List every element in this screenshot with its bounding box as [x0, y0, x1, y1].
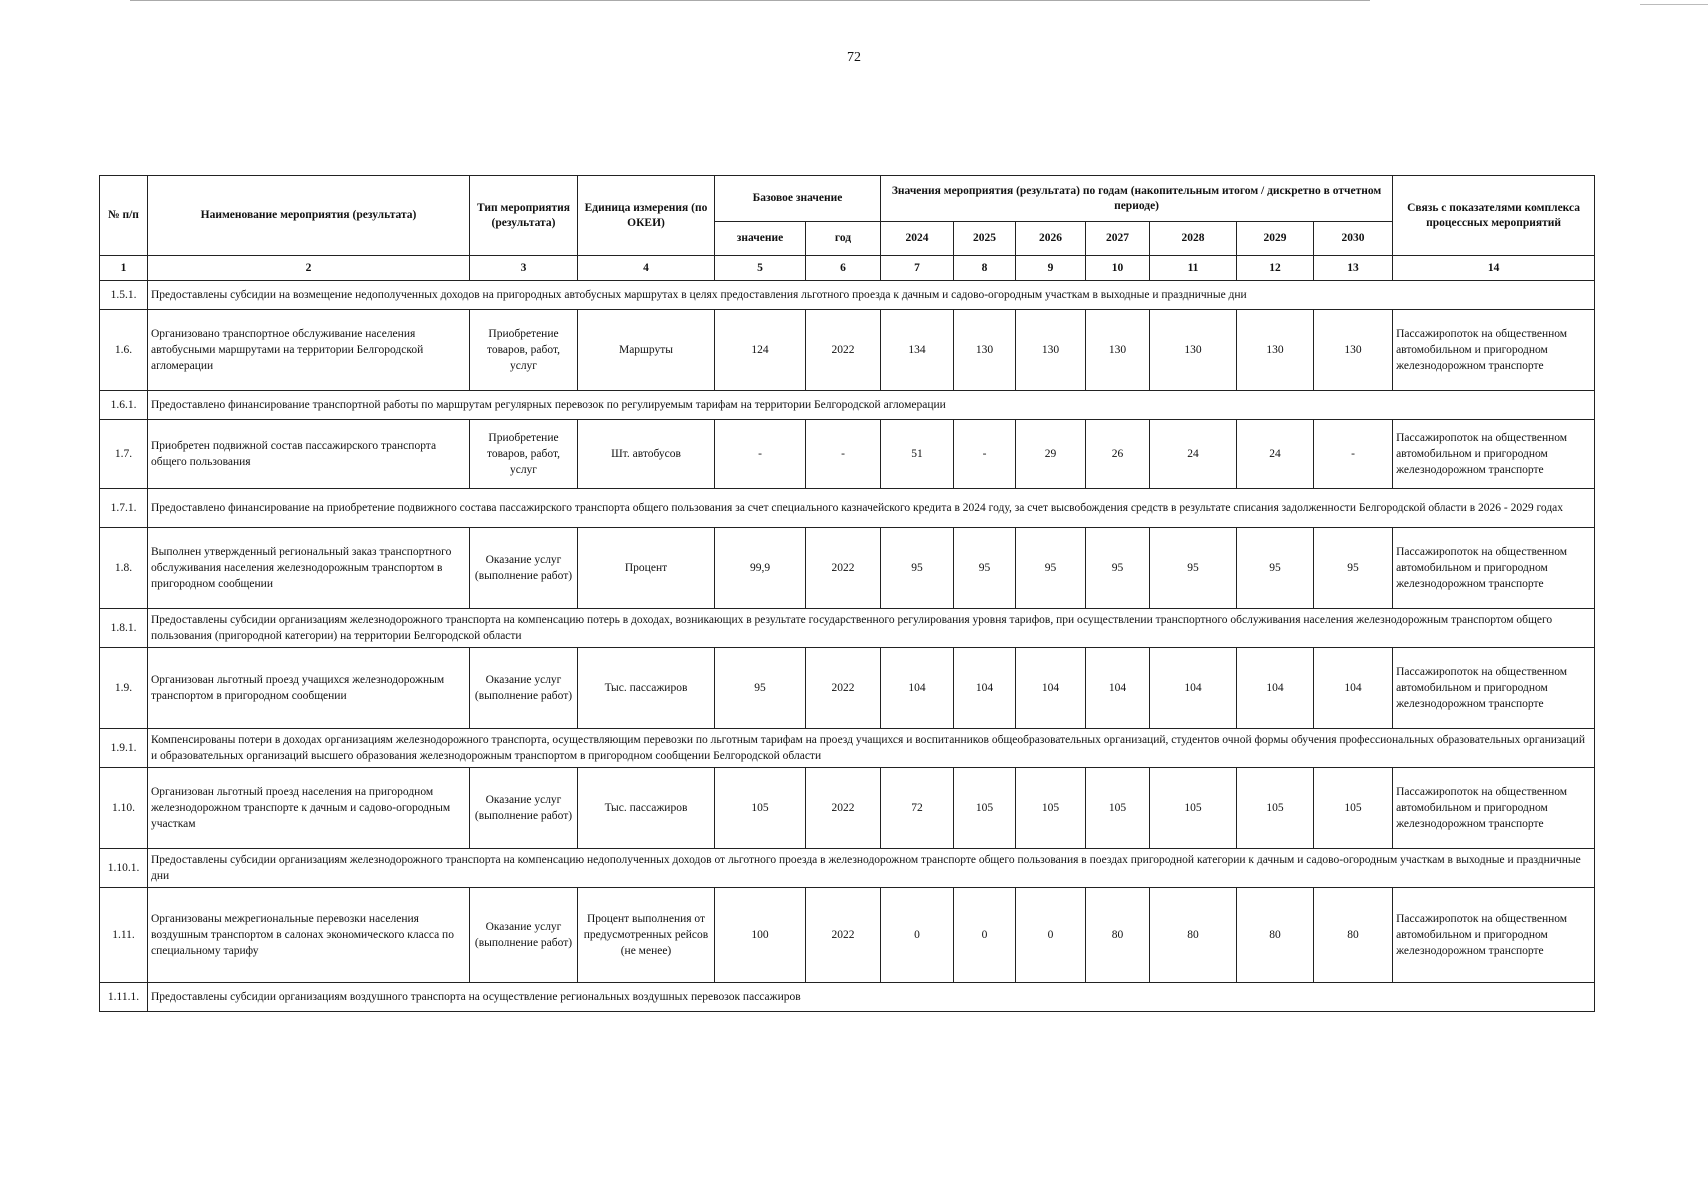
year-value: 105 — [1086, 768, 1150, 849]
measure-name: Организован льготный проезд учащихся железнодорожным транспортом в пригородном сообщении — [148, 648, 470, 729]
column-index: 1 — [100, 256, 148, 281]
header-name: Наименование мероприятия (результата) — [148, 176, 470, 256]
header-year: 2026 — [1016, 222, 1086, 256]
link-indicator: Пассажиропоток на общественном автомобильном и пригородном железнодорожном транспорте — [1393, 648, 1595, 729]
year-value: 104 — [1237, 648, 1314, 729]
row-number: 1.8.1. — [100, 609, 148, 648]
year-value: 104 — [1150, 648, 1237, 729]
measure-name: Организовано транспортное обслуживание населения автобусными маршрутами на территории Белгородской агломерации — [148, 310, 470, 391]
submeasure-row — [100, 391, 1595, 420]
base-value: 99,9 — [715, 528, 806, 609]
link-indicator: Пассажиропоток на общественном автомобильном и пригородном железнодорожном транспорте — [1393, 768, 1595, 849]
year-value: 105 — [1237, 768, 1314, 849]
year-value: 105 — [1150, 768, 1237, 849]
column-index: 12 — [1237, 256, 1314, 281]
year-value: 95 — [1016, 528, 1086, 609]
row-number: 1.8. — [100, 528, 148, 609]
year-value: 95 — [1237, 528, 1314, 609]
top-border-line-right — [1640, 4, 1708, 5]
row-number: 1.11.1. — [100, 983, 148, 1012]
row-number: 1.11. — [100, 888, 148, 983]
year-value: 29 — [1016, 420, 1086, 489]
row-number: 1.7.1. — [100, 489, 148, 528]
year-value: 130 — [1150, 310, 1237, 391]
measure-unit: Процент — [578, 528, 715, 609]
link-indicator: Пассажиропоток на общественном автомобильном и пригородном железнодорожном транспорте — [1393, 310, 1595, 391]
header-year: 2030 — [1314, 222, 1393, 256]
year-value: 130 — [1086, 310, 1150, 391]
link-indicator: Пассажиропоток на общественном автомобильном и пригородном железнодорожном транспорте — [1393, 888, 1595, 983]
column-index: 13 — [1314, 256, 1393, 281]
measures-table — [99, 175, 1595, 1012]
submeasure-row — [100, 729, 1595, 768]
column-index: 8 — [954, 256, 1016, 281]
header-year: 2028 — [1150, 222, 1237, 256]
row-number: 1.10.1. — [100, 849, 148, 888]
year-value: 104 — [1086, 648, 1150, 729]
header-year: 2029 — [1237, 222, 1314, 256]
base-year: 2022 — [806, 768, 881, 849]
link-indicator: Пассажиропоток на общественном автомобильном и пригородном железнодорожном транспорте — [1393, 528, 1595, 609]
column-index: 11 — [1150, 256, 1237, 281]
measure-type: Приобретение товаров, работ, услуг — [470, 420, 578, 489]
year-value: 72 — [881, 768, 954, 849]
measure-type: Приобретение товаров, работ, услуг — [470, 310, 578, 391]
submeasure-text: Предоставлены субсидии организациям воздушного транспорта на осуществление региональных воздушных перевозок пассажиров — [148, 983, 1595, 1012]
base-value: 105 — [715, 768, 806, 849]
column-index: 6 — [806, 256, 881, 281]
column-index: 4 — [578, 256, 715, 281]
column-index-row — [100, 256, 1595, 281]
row-number: 1.7. — [100, 420, 148, 489]
measure-type: Оказание услуг (выполнение работ) — [470, 768, 578, 849]
row-number: 1.5.1. — [100, 281, 148, 310]
year-value: 104 — [954, 648, 1016, 729]
row-number: 1.10. — [100, 768, 148, 849]
year-value: 0 — [881, 888, 954, 983]
submeasure-row — [100, 983, 1595, 1012]
measure-name: Организованы межрегиональные перевозки населения воздушным транспортом в салонах экономического класса по специальному тарифу — [148, 888, 470, 983]
year-value: 80 — [1150, 888, 1237, 983]
column-index: 14 — [1393, 256, 1595, 281]
year-value: 95 — [954, 528, 1016, 609]
year-value: 95 — [1086, 528, 1150, 609]
year-value: 24 — [1237, 420, 1314, 489]
year-value: 104 — [881, 648, 954, 729]
base-value: 100 — [715, 888, 806, 983]
row-number: 1.6. — [100, 310, 148, 391]
year-value: 105 — [1314, 768, 1393, 849]
link-indicator: Пассажиропоток на общественном автомобильном и пригородном железнодорожном транспорте — [1393, 420, 1595, 489]
submeasure-row — [100, 849, 1595, 888]
base-year: 2022 — [806, 528, 881, 609]
header-year: 2024 — [881, 222, 954, 256]
measure-unit: Маршруты — [578, 310, 715, 391]
submeasure-row — [100, 609, 1595, 648]
base-value: 95 — [715, 648, 806, 729]
row-number: 1.9.1. — [100, 729, 148, 768]
base-year: 2022 — [806, 888, 881, 983]
measure-row — [100, 420, 1595, 489]
page-number: 72 — [847, 50, 861, 65]
row-number: 1.9. — [100, 648, 148, 729]
base-year: - — [806, 420, 881, 489]
measure-type: Оказание услуг (выполнение работ) — [470, 888, 578, 983]
submeasure-row — [100, 489, 1595, 528]
year-value: 95 — [1314, 528, 1393, 609]
year-value: 130 — [954, 310, 1016, 391]
year-value: 104 — [1314, 648, 1393, 729]
year-value: 105 — [1016, 768, 1086, 849]
measure-type: Оказание услуг (выполнение работ) — [470, 528, 578, 609]
header-type: Тип мероприятия (результата) — [470, 176, 578, 256]
header-base-year: год — [806, 222, 881, 256]
column-index: 7 — [881, 256, 954, 281]
submeasure-text: Предоставлены субсидии на возмещение недополученных доходов на пригородных автобусных маршрутах в целях предоставления льготного проезда к дачным и садово-огородным участкам в выходные и праздничные дни — [148, 281, 1595, 310]
submeasure-text: Компенсированы потери в доходах организациям железнодорожного транспорта, осуществляющим перевозки по льготным тарифам на проезд учащихся и воспитанников общеобразовательных организаций, студентов очной формы обучения профессиональных образовательных организаций и образовательных организаций высшего образования железнодорожным транспортом в пригородном сообщении Белгородской области — [148, 729, 1595, 768]
submeasure-text: Предоставлено финансирование на приобретение подвижного состава пассажирского транспорта общего пользования за счет специального казначейского кредита в 2024 году, за счет высвобождения средств в результате списания задолженности Белгородской области в 2026 - 2029 годах — [148, 489, 1595, 528]
header-year: 2025 — [954, 222, 1016, 256]
row-number: 1.6.1. — [100, 391, 148, 420]
year-value: 104 — [1016, 648, 1086, 729]
measure-name: Организован льготный проезд населения на пригородном железнодорожном транспорте к дачным и садово-огородным участкам — [148, 768, 470, 849]
top-border-line — [130, 0, 1370, 1]
year-value: 80 — [1237, 888, 1314, 983]
measure-unit: Тыс. пассажиров — [578, 648, 715, 729]
submeasure-text: Предоставлено финансирование транспортной работы по маршрутам регулярных перевозок по регулируемым тарифам на территории Белгородской агломерации — [148, 391, 1595, 420]
measure-type: Оказание услуг (выполнение работ) — [470, 648, 578, 729]
header-link: Связь с показателями комплекса процессных мероприятий — [1393, 176, 1595, 256]
year-value: 80 — [1314, 888, 1393, 983]
year-value: 95 — [881, 528, 954, 609]
year-value: 95 — [1150, 528, 1237, 609]
year-value: 26 — [1086, 420, 1150, 489]
year-value: 105 — [954, 768, 1016, 849]
header-year: 2027 — [1086, 222, 1150, 256]
measure-unit: Процент выполнения от предусмотренных рейсов (не менее) — [578, 888, 715, 983]
base-year: 2022 — [806, 310, 881, 391]
year-value: - — [1314, 420, 1393, 489]
table-body — [100, 256, 1595, 1012]
measure-row — [100, 768, 1595, 849]
base-value: - — [715, 420, 806, 489]
base-value: 124 — [715, 310, 806, 391]
submeasure-text: Предоставлены субсидии организациям железнодорожного транспорта на компенсацию недополученных доходов от льготного проезда в железнодорожном транспорте общего пользования в поездах пригородной категории к дачным и садово-огородным участкам в выходные и праздничные дни — [148, 849, 1595, 888]
measure-unit: Тыс. пассажиров — [578, 768, 715, 849]
measure-row — [100, 888, 1595, 983]
header-base: Базовое значение — [715, 176, 881, 222]
year-value: 130 — [1314, 310, 1393, 391]
header-no: № п/п — [100, 176, 148, 256]
header-values-by-year: Значения мероприятия (результата) по годам (накопительным итогом / дискретно в отчетном периоде) — [881, 176, 1393, 222]
measure-row — [100, 310, 1595, 391]
column-index: 3 — [470, 256, 578, 281]
year-value: 0 — [1016, 888, 1086, 983]
year-value: 0 — [954, 888, 1016, 983]
column-index: 9 — [1016, 256, 1086, 281]
year-value: - — [954, 420, 1016, 489]
measure-name: Выполнен утвержденный региональный заказ транспортного обслуживания населения железнодорожным транспортом в пригородном сообщении — [148, 528, 470, 609]
measure-row — [100, 528, 1595, 609]
year-value: 130 — [1016, 310, 1086, 391]
submeasure-text: Предоставлены субсидии организациям железнодорожного транспорта на компенсацию потерь в доходах, возникающих в результате государственного регулирования уровня тарифов, при осуществлении транспортного обслуживания населения железнодорожным транспортом общего пользования (пригородной категории) на территории Белгородской области — [148, 609, 1595, 648]
year-value: 134 — [881, 310, 954, 391]
base-year: 2022 — [806, 648, 881, 729]
column-index: 5 — [715, 256, 806, 281]
measure-unit: Шт. автобусов — [578, 420, 715, 489]
header-base-value: значение — [715, 222, 806, 256]
column-index: 2 — [148, 256, 470, 281]
year-value: 130 — [1237, 310, 1314, 391]
column-index: 10 — [1086, 256, 1150, 281]
measure-row — [100, 648, 1595, 729]
header-unit: Единица измерения (по ОКЕИ) — [578, 176, 715, 256]
measure-name: Приобретен подвижной состав пассажирского транспорта общего пользования — [148, 420, 470, 489]
submeasure-row — [100, 281, 1595, 310]
year-value: 51 — [881, 420, 954, 489]
year-value: 80 — [1086, 888, 1150, 983]
year-value: 24 — [1150, 420, 1237, 489]
